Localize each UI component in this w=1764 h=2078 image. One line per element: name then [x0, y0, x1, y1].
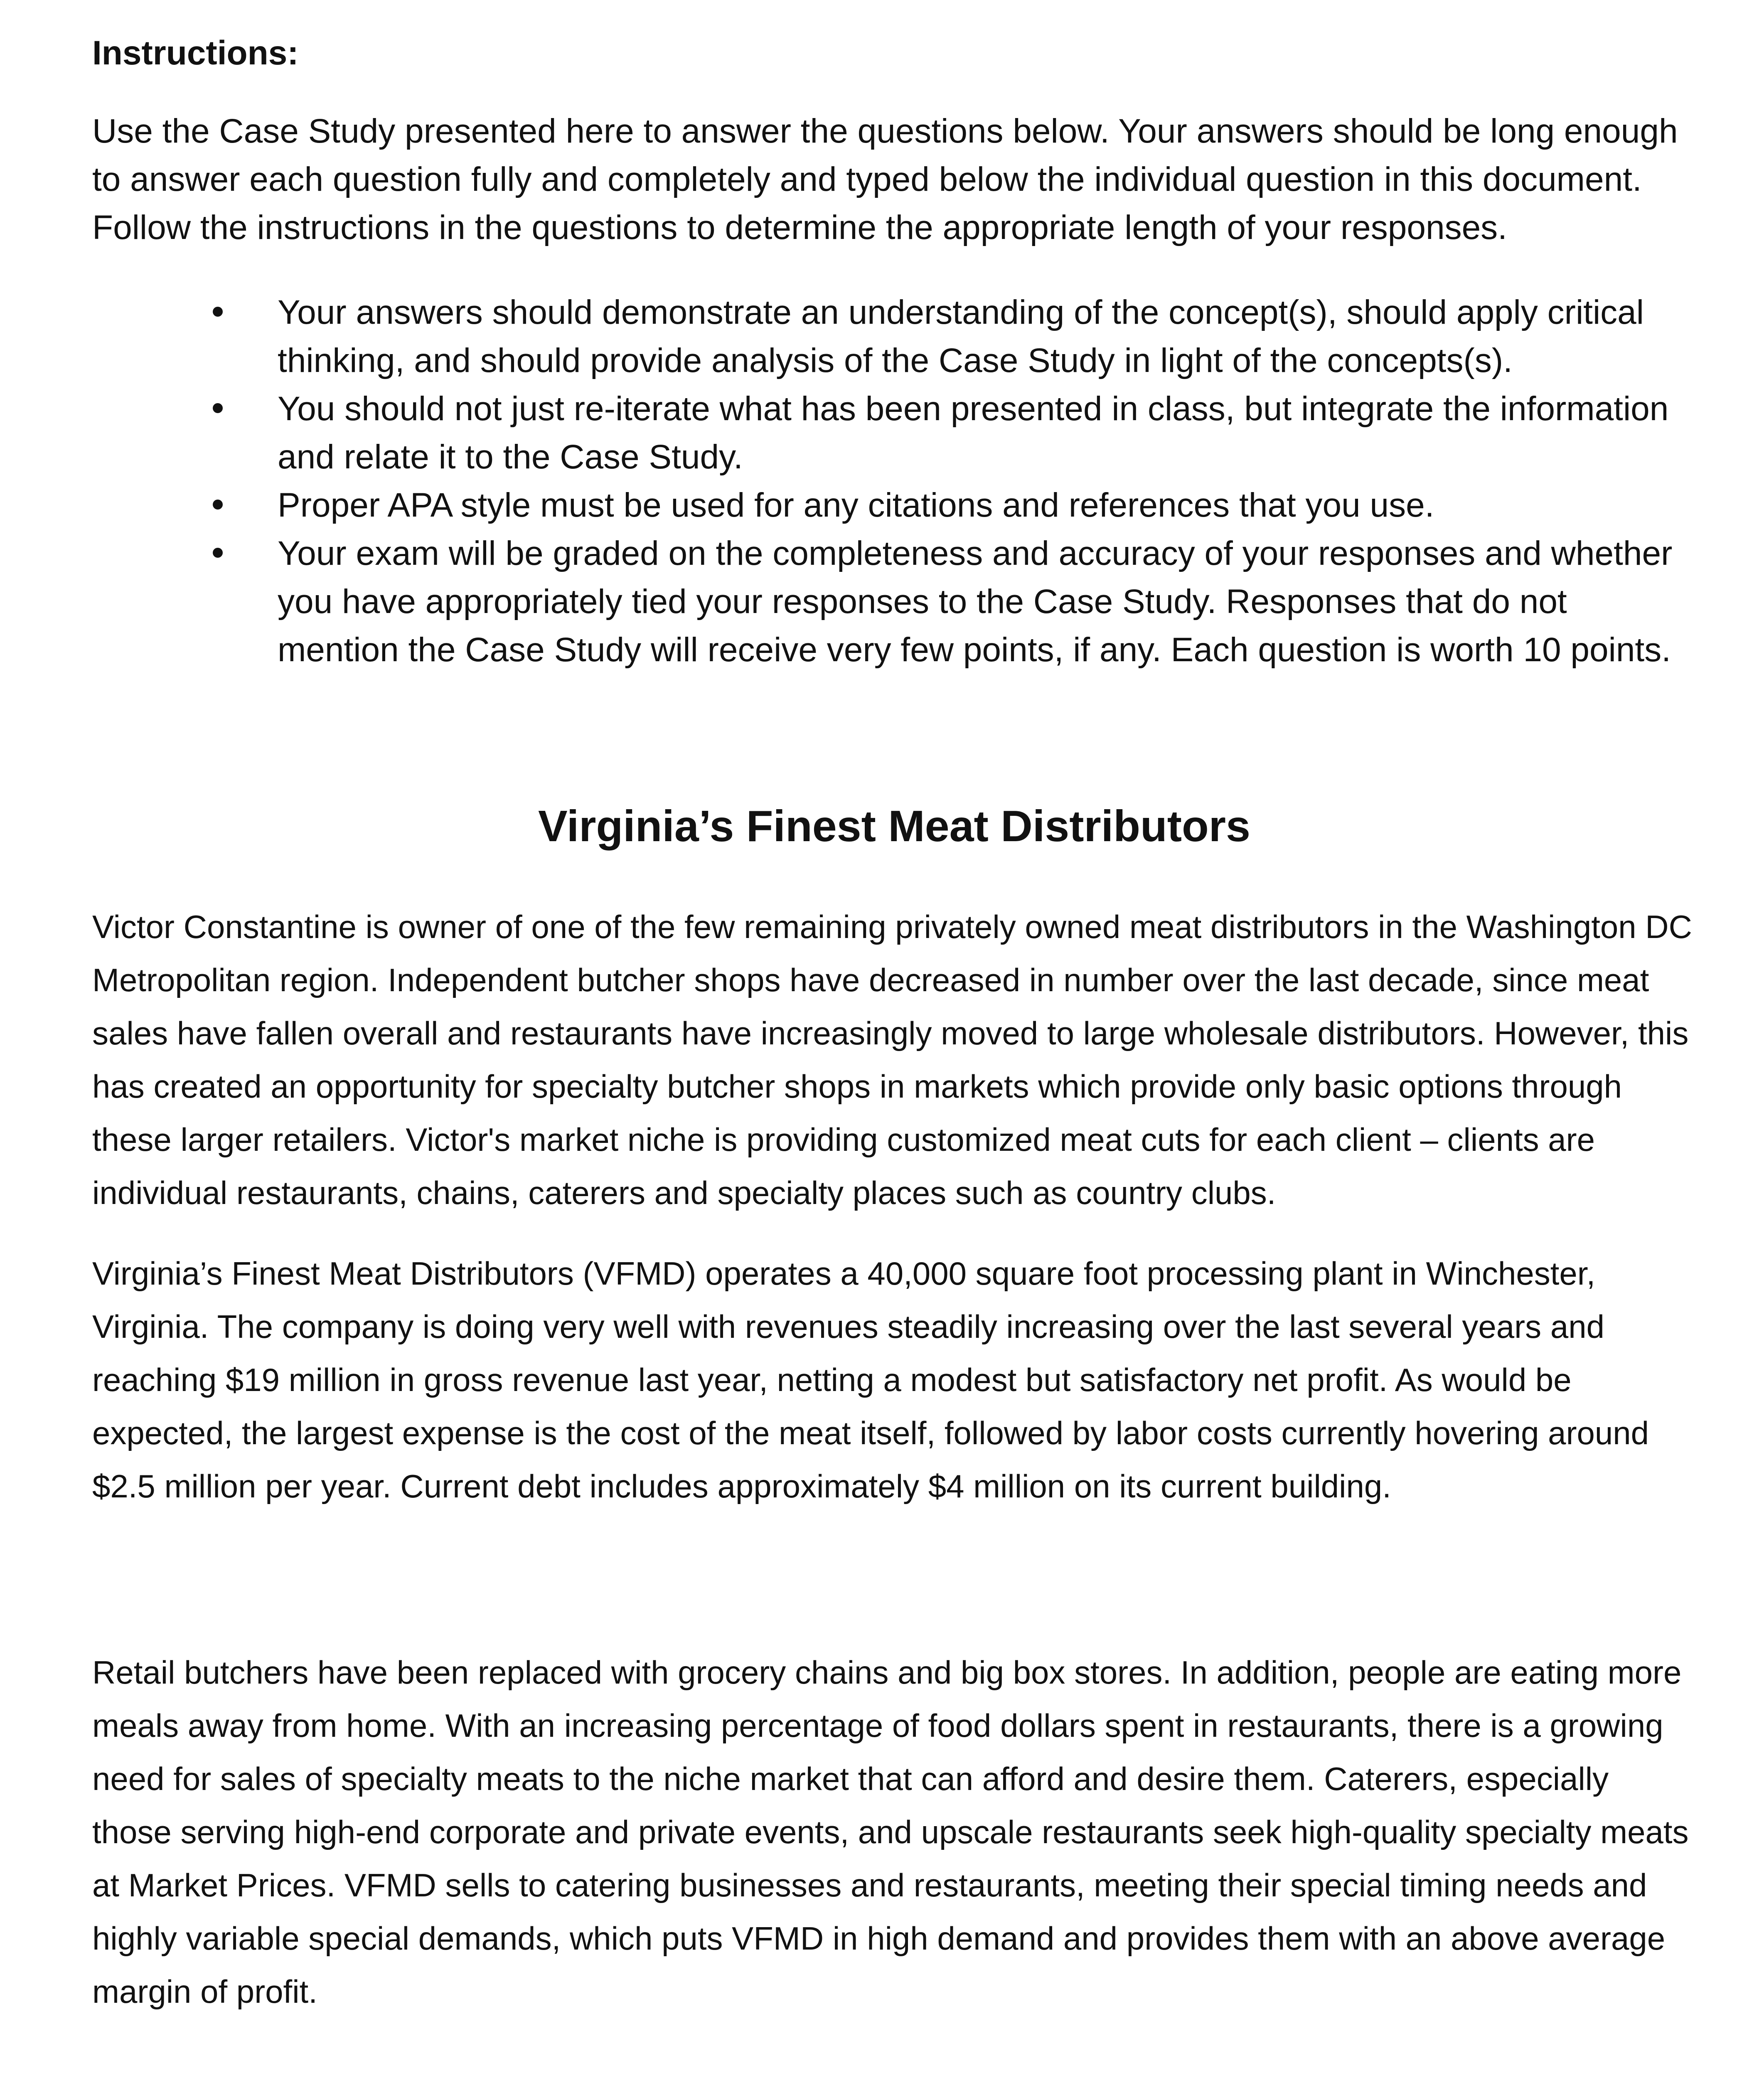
document-content: [92, 29, 1696, 2018]
bullet-text: Proper APA style must be used for any citations and references that you use.: [278, 486, 1434, 524]
bullet-dot-icon: [213, 403, 223, 413]
case-study-paragraph: Virginia’s Finest Meat Distributors (VFMD) operates a 40,000 square foot processing plant in Winchester, Virginia. The company is doing very well with revenues steadily increasing over the last several years and reaching $19 million in gross revenue last year, netting a modest but satisfactory net profit. As would be expected, the largest expense is the cost of the meat itself, followed by labor costs currently hovering around $2.5 million per year. Current debt includes approximately $4 million on its current building.: [92, 1255, 1649, 1504]
bullet-item: [92, 481, 1696, 529]
bullet-dot-icon: [213, 307, 223, 317]
bullet-text: You should not just re-iterate what has been presented in class, but integrate the information and relate it to the Case Study.: [278, 390, 1669, 476]
bullet-dot-icon: [213, 548, 223, 558]
bullet-item: [92, 385, 1696, 481]
case-study-paragraph: Victor Constantine is owner of one of the few remaining privately owned meat distributors in the Washington DC Metropolitan region. Independent butcher shops have decreased in number over the last decade, since meat sales have fallen overall and restaurants have increasingly moved to large wholesale distributors. However, this has created an opportunity for specialty butcher shops in markets which provide only basic options through these larger retailers. Victor's market niche is providing customized meat cuts for each client – clients are individual restaurants, chains, caterers and specialty places such as country clubs.: [92, 909, 1692, 1211]
instructions-bullet-list: [92, 288, 1696, 674]
instructions-heading: Instructions:: [92, 34, 299, 72]
bullet-dot-icon: [213, 500, 223, 510]
case-study-title: Virginia’s Finest Meat Distributors: [538, 802, 1250, 851]
instructions-intro: Use the Case Study presented here to answer the questions below. Your answers should be long enough to answer each question fully and completely and typed below the individual question in this document. Follow the instructions in the questions to determine the appropriate length of your responses.: [92, 112, 1678, 246]
bullet-item: [92, 288, 1696, 385]
bullet-text: Your answers should demonstrate an understanding of the concept(s), should apply critical thinking, and should provide analysis of the Case Study in light of the concepts(s).: [278, 293, 1644, 379]
case-study-paragraph: Retail butchers have been replaced with grocery chains and big box stores. In addition, people are eating more meals away from home. With an increasing percentage of food dollars spent in restaurants, there is a growing need for sales of specialty meats to the niche market that can afford and desire them. Caterers, especially those serving high-end corporate and private events, and upscale restaurants seek high-quality specialty meats at Market Prices. VFMD sells to catering businesses and restaurants, meeting their special timing needs and highly variable special demands, which puts VFMD in high demand and provides them with an above average margin of profit.: [92, 1654, 1689, 2010]
bullet-item: [92, 529, 1696, 674]
bullet-text: Your exam will be graded on the completeness and accuracy of your responses and whether you have appropriately tied your responses to the Case Study. Responses that do not mention the Case Study will receive very few points, if any. Each question is worth 10 points.: [278, 534, 1673, 669]
